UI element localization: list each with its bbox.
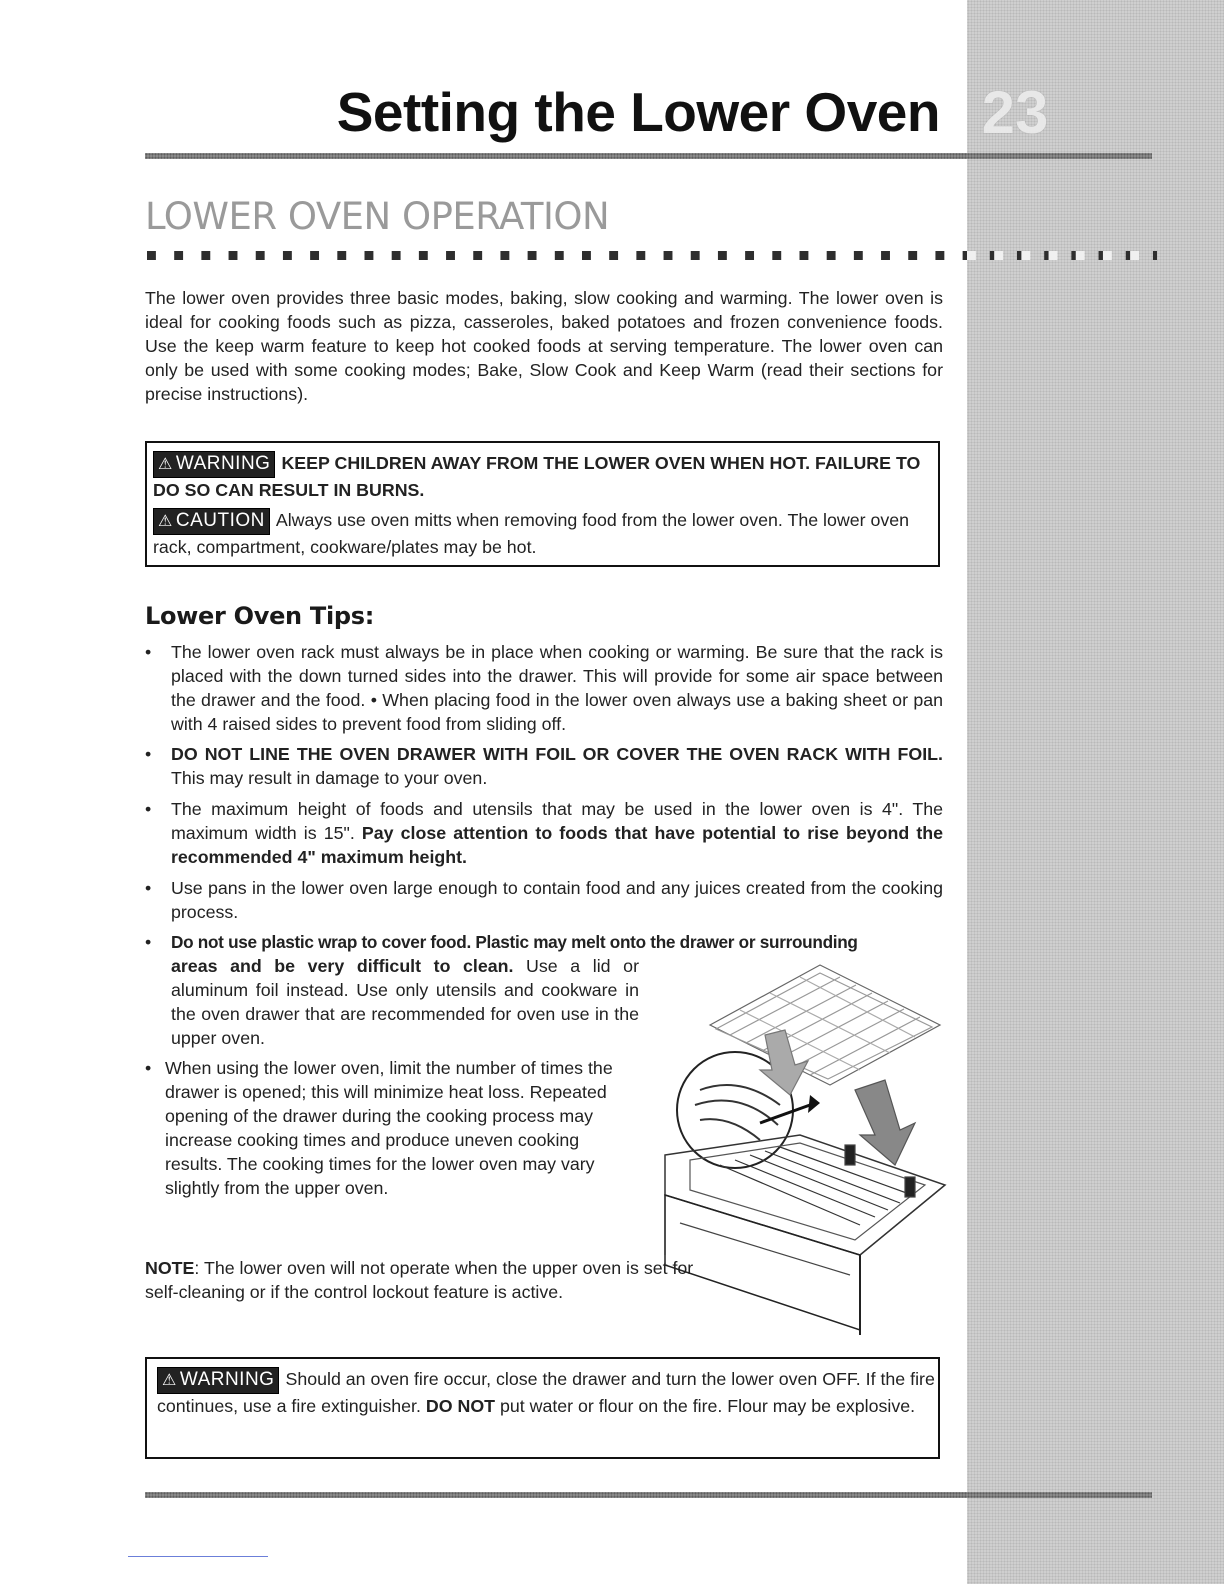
tip-text: This may result in damage to your oven. [171, 768, 488, 788]
tip-item [145, 930, 943, 954]
warning-2-bold: DO NOT [425, 1396, 496, 1416]
tip-body [171, 954, 639, 1050]
header-rule [145, 153, 1152, 159]
tip-text: When using the lower oven, limit the number of times the drawer is opened; this will minimize heat loss. Repeated opening of the drawer during the cooking process may increase cooking times and produce uneven cooking results. The cooking times for the lower oven may vary slightly from the upper oven. [165, 1058, 613, 1198]
tip-bold: DO NOT LINE THE OVEN DRAWER WITH FOIL OR COVER THE OVEN RACK WITH FOIL. [171, 744, 943, 764]
warning-label-chip [157, 1367, 279, 1394]
tip-body [171, 797, 943, 869]
warning-2-text-2: put water or flour on the fire. Flour may be explosive. [495, 1396, 916, 1416]
down-arrow-icon [855, 1080, 915, 1165]
caution-text: Always use oven mitts when removing food from the lower oven. The lower oven rack, compartment, cookware/plates may be hot. [153, 510, 910, 557]
bullet: • [145, 642, 152, 662]
tip-text: The lower oven rack must always be in place when cooking or warming. Be sure that the rack is placed with the down turned sides into the drawer. This will provide for some air space between the drawer and the food. • When placing food in the lower oven always use a baking sheet or pan with 4 raised sides to prevent food from sliding off. [171, 642, 943, 734]
warning-1-text: KEEP CHILDREN AWAY FROM THE LOWER OVEN WHEN HOT. FAILURE TO DO SO CAN RESULT IN BURNS. [153, 453, 921, 500]
warning-label: WARNING [179, 1369, 275, 1390]
footer-rule [145, 1492, 1152, 1498]
oven-rack-drawer-diagram [660, 955, 960, 1335]
bullet: • [145, 799, 152, 819]
tip-item [145, 1056, 639, 1200]
caution-triangle-icon: ⚠ [158, 513, 173, 530]
tip-continuation [145, 954, 639, 1050]
warning-2-text [157, 1367, 938, 1418]
warning-triangle-icon: ⚠ [162, 1372, 177, 1389]
bullet: • [145, 878, 152, 898]
side-band [967, 0, 1224, 1584]
warning-2-text-1: Should an oven fire occur, close the drawer and turn the lower oven OFF. If the fire continues, use a fire extinguisher. [157, 1369, 935, 1416]
tip-bold-line: Do not use plastic wrap to cover food. Plastic may melt onto the drawer or surrounding [171, 932, 858, 952]
page-number: 23 [981, 79, 1049, 146]
note [145, 1256, 705, 1304]
note-label: NOTE [145, 1258, 195, 1278]
tip-text: Use a lid or aluminum foil instead. Use only utensils and cookware in the oven drawer that are recommended for oven use in the upper oven. [171, 956, 639, 1048]
arrow-icon [760, 1105, 810, 1123]
section-heading: LOWER OVEN OPERATION [145, 195, 610, 238]
warning-1-line [153, 451, 938, 502]
warning-triangle-icon: ⚠ [158, 456, 173, 473]
section-divider-light [967, 251, 1157, 260]
oven-rack-icon [710, 965, 940, 1085]
warning-label-chip [153, 451, 275, 478]
warning-box-2 [145, 1357, 940, 1459]
warning-label: WARNING [175, 453, 271, 474]
intro-paragraph: The lower oven provides three basic modes, baking, slow cooking and warming. The lower oven is ideal for cooking foods such as pizza, casseroles, baked potatoes and frozen convenience foods. Use the keep warm feature to keep hot cooked foods at serving temperature. The lower oven can only be used with some cooking modes; Bake, Slow Cook and Keep Warm (read their sections for precise instructions). [145, 288, 943, 404]
tip-text: Use pans in the lower oven large enough to contain food and any juices created from the cooking process. [171, 878, 943, 922]
bullet: • [145, 932, 152, 952]
tip-item [145, 640, 943, 736]
note-text: : The lower oven will not operate when the upper oven is set for self-cleaning or if the control lockout feature is active. [145, 1258, 694, 1302]
warning-box-1 [145, 441, 940, 567]
bottom-link-line [128, 1556, 268, 1557]
tip-bold: areas and be very difficult to clean. [171, 956, 514, 976]
tip-body [171, 742, 943, 790]
caution-label-chip [153, 508, 270, 535]
tip-text: The maximum height of foods and utensils that may be used in the lower oven is 4". The maximum width is 15". [171, 799, 943, 843]
tips-heading: Lower Oven Tips: [145, 602, 375, 630]
caution-label: CAUTION [175, 510, 265, 531]
drawer-icon [665, 1135, 945, 1335]
caution-line [153, 508, 938, 559]
tip-item [145, 742, 943, 790]
tip-item [145, 797, 943, 869]
bullet: • [145, 744, 152, 764]
page-title: Setting the Lower Oven [336, 81, 940, 143]
bullet: • [145, 1058, 152, 1078]
tip-bold: Pay close attention to foods that have potential to rise beyond the recommended 4" maximum height. [171, 823, 943, 867]
tip-item [145, 876, 943, 924]
